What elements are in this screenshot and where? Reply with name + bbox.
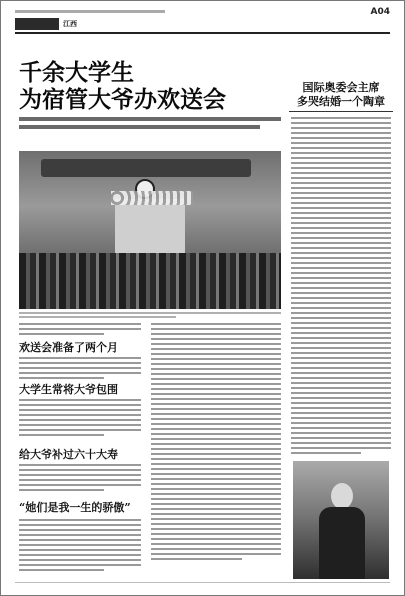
right-column [289, 41, 393, 587]
main-photo [19, 151, 281, 309]
subhead-3: 给大爷补过六十大寿 [19, 448, 118, 461]
newspaper-logo-icon [15, 18, 59, 30]
section-label: 江西 [63, 20, 77, 28]
photo-balloons [111, 191, 193, 205]
page-header [15, 18, 390, 34]
sidebar-divider [289, 111, 393, 112]
page-number: A04 [370, 6, 390, 17]
body-column-1 [19, 323, 141, 338]
subhead-4: “她们是我一生的骄傲” [19, 501, 131, 514]
sidebar-body [291, 117, 391, 457]
main-deck-placeholder [19, 117, 281, 141]
main-headline: 千余大学生 为宿管大爷办欢送会 [19, 59, 226, 113]
sidebar-photo-body [319, 507, 365, 579]
subhead-2: 大学生常将大爷包围 [19, 383, 118, 396]
photo-doorway [115, 199, 185, 261]
body-column-1e [19, 519, 141, 574]
body-column-1b [19, 357, 141, 382]
sidebar-photo [293, 461, 389, 579]
page-meta-line [15, 7, 390, 16]
sidebar-photo-face [331, 483, 353, 509]
body-column-1c [19, 399, 141, 439]
photo-crowd [19, 253, 281, 309]
photo-caption-placeholder [19, 312, 281, 320]
sidebar-headline: 国际奥委会主席 多哭结婚一个陶章 [297, 81, 385, 108]
page-meta-placeholder [15, 10, 165, 13]
photo-banner [41, 159, 251, 177]
page-footer [15, 582, 390, 589]
body-column-2 [151, 323, 281, 563]
subhead-1: 欢送会准备了两个月 [19, 341, 118, 354]
body-column-1d [19, 464, 141, 494]
